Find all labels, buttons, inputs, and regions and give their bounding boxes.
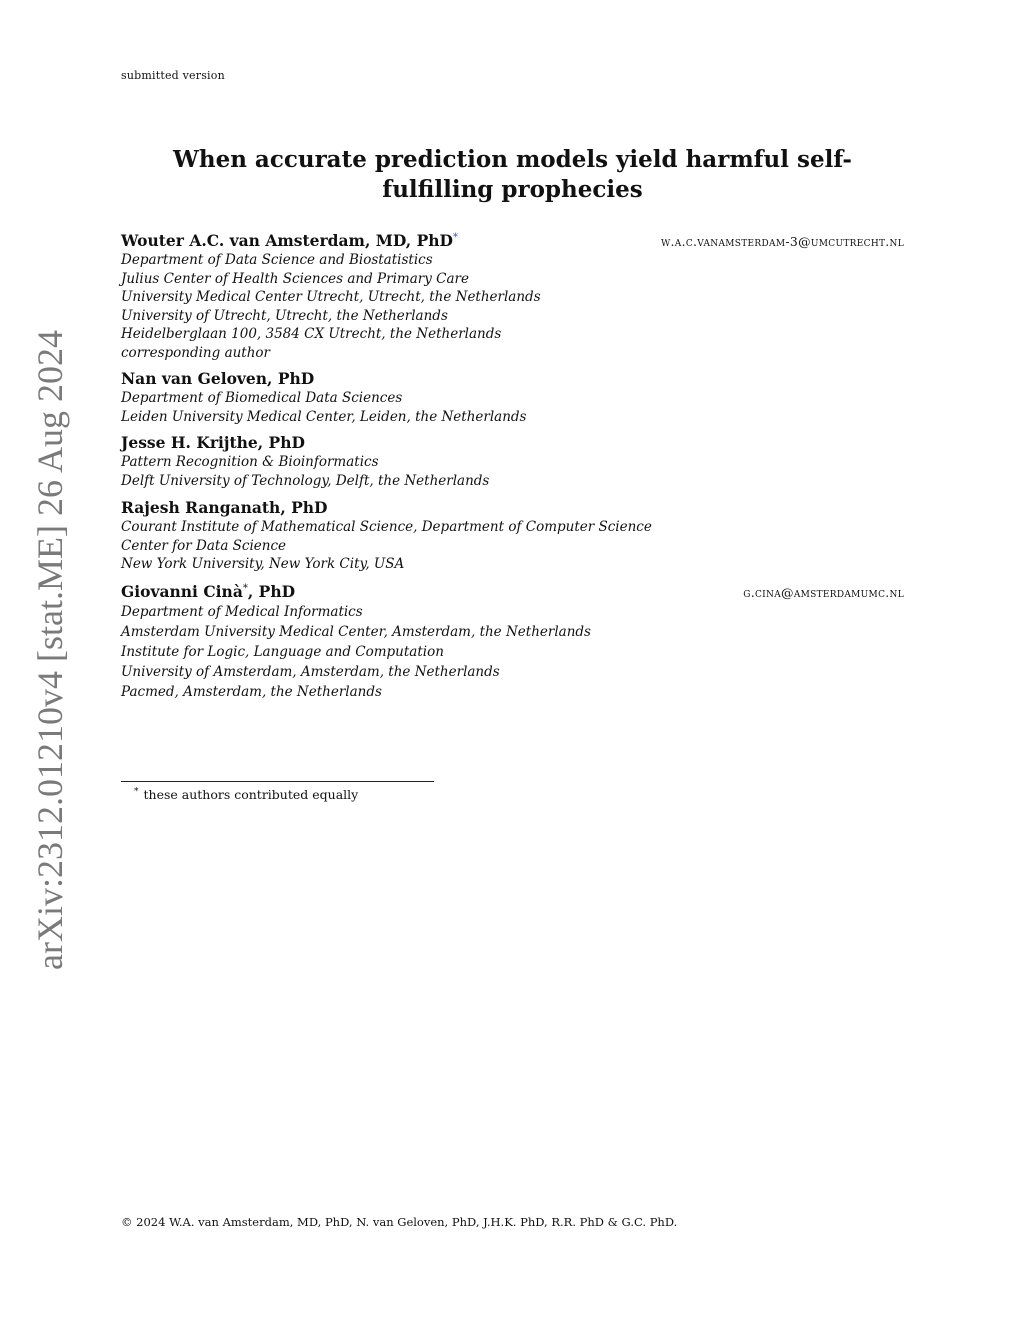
- affiliation-line: Amsterdam University Medical Center, Amsterdam, the Netherlands: [121, 624, 591, 640]
- arxiv-stamp: arXiv:2312.01210v4 [stat.ME] 26 Aug 2024: [30, 330, 70, 970]
- author-line: [121, 498, 904, 518]
- affiliation-line: University of Utrecht, Utrecht, the Netherlands: [121, 307, 448, 324]
- author-name: Nan van Geloven, PhD: [121, 369, 315, 388]
- affiliation-line: Department of Medical Informatics: [121, 604, 363, 620]
- author-line: [121, 369, 904, 389]
- affiliation-line: Leiden University Medical Center, Leiden, the Netherlands: [121, 408, 527, 425]
- footnote-divider: [121, 781, 434, 782]
- author-name: [121, 231, 458, 251]
- author-block-3: [121, 433, 904, 490]
- affiliation-line: Center for Data Science: [121, 537, 287, 554]
- affiliation-line: Delft University of Technology, Delft, the Netherlands: [121, 472, 490, 489]
- author-name-text: Giovanni Cinà: [121, 582, 243, 601]
- author-name: [121, 582, 295, 602]
- affiliation-line: corresponding author: [121, 344, 271, 361]
- footnote-mark-link[interactable]: *: [452, 231, 458, 243]
- affiliation-line: Pattern Recognition & Bioinformatics: [121, 454, 379, 470]
- affiliation-line: Courant Institute of Mathematical Science, Department of Computer Science: [121, 519, 652, 535]
- author-email: w.a.c.vanamsterdam-3@umcutrecht.nl: [660, 234, 904, 249]
- affiliation-line: Julius Center of Health Sciences and Primary Care: [121, 270, 469, 287]
- paper-title: When accurate prediction models yield harmful self-fulfilling prophecies: [173, 146, 852, 203]
- author-line: [121, 582, 904, 602]
- author-name-text: Wouter A.C. van Amsterdam, MD, PhD: [121, 231, 453, 250]
- affiliation-line: Department of Biomedical Data Sciences: [121, 390, 403, 406]
- author-name: Rajesh Ranganath, PhD: [121, 498, 328, 517]
- affiliation-line: Pacmed, Amsterdam, the Netherlands: [121, 684, 382, 700]
- header-note: submitted version: [121, 69, 225, 82]
- author-degree: , PhD: [247, 582, 296, 601]
- author-block-1: [121, 231, 904, 362]
- affiliation-line: University of Amsterdam, Amsterdam, the Netherlands: [121, 664, 500, 680]
- footnote-mark: *: [134, 786, 139, 797]
- affiliation-line: Department of Data Science and Biostatistics: [121, 252, 433, 268]
- author-line: [121, 433, 904, 453]
- author-email: g.cina@amsterdamumc.nl: [743, 585, 904, 600]
- author-block-5: [121, 582, 904, 702]
- footnote: [134, 787, 358, 802]
- affiliation-line: Heidelberglaan 100, 3584 CX Utrecht, the Netherlands: [121, 326, 502, 342]
- affiliation-line: Institute for Logic, Language and Computation: [121, 644, 444, 660]
- author-block-2: [121, 369, 904, 426]
- affiliation-line: New York University, New York City, USA: [121, 556, 405, 572]
- footnote-text: these authors contributed equally: [143, 787, 359, 802]
- footnote-mark: *: [242, 582, 248, 594]
- author-block-4: [121, 498, 904, 574]
- copyright-notice: © 2024 W.A. van Amsterdam, MD, PhD, N. van Geloven, PhD, J.H.K. PhD, R.R. PhD & G.C. PhD.: [121, 1215, 678, 1229]
- affiliation-line: University Medical Center Utrecht, Utrecht, the Netherlands: [121, 289, 541, 305]
- author-name: Jesse H. Krijthe, PhD: [121, 433, 305, 452]
- author-line: [121, 231, 904, 251]
